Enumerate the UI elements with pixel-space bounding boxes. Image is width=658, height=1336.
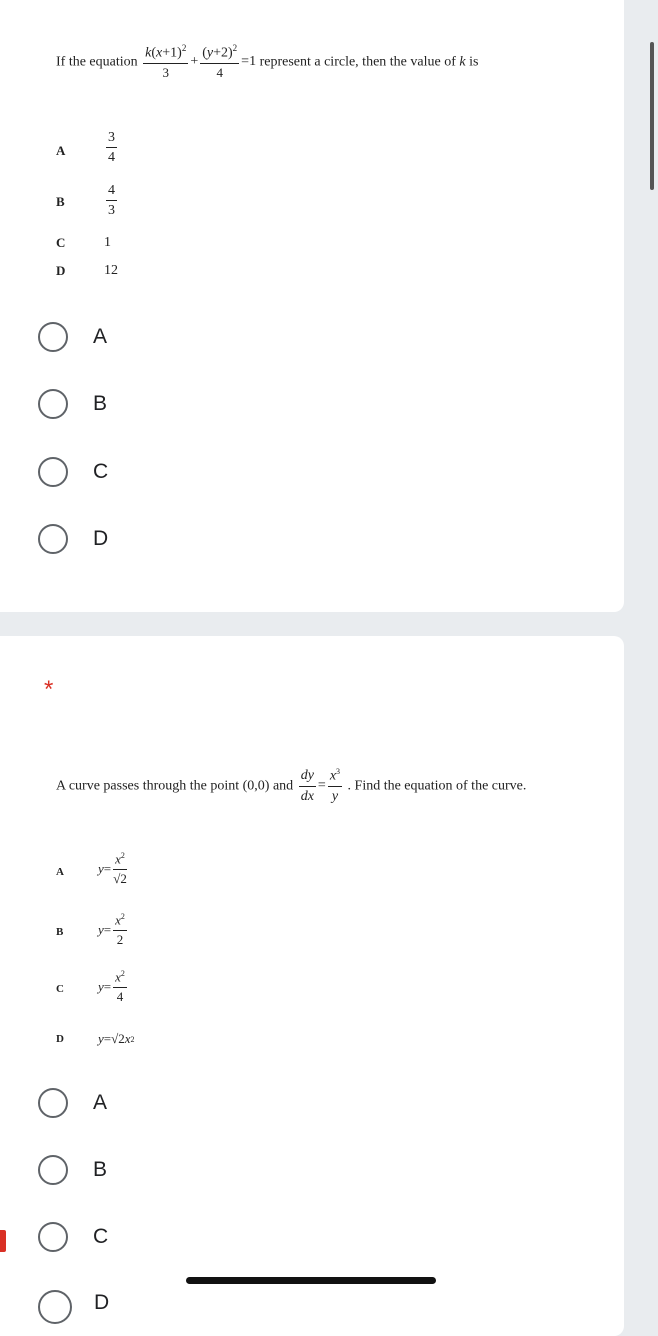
q2-radio-option-b[interactable] (38, 1150, 107, 1190)
equation-2: $\frac{dy}{dx}$ = $\frac{x^3}{y}$ (300, 767, 341, 805)
radio-circle[interactable] (38, 1222, 68, 1252)
equation-1: $\frac{k(x+1)^2}{3}$ + $\frac{(y+2)^2}{4}$ =1 (145, 43, 257, 81)
question-2-suffix: . Find the equation of the curve. (347, 778, 527, 794)
q2-option-text-value-a: y = $\frac{x^2}{√2}$ (98, 851, 127, 886)
question-2-and: and (272, 778, 294, 794)
radio-label: D (93, 527, 109, 550)
q2-radio-option-c[interactable] (38, 1217, 108, 1257)
question-1-suffix: represent a circle, then the value of (259, 54, 456, 70)
question-2-point: (0,0) (242, 778, 270, 794)
q1-option-text-value-c: 1 (104, 235, 111, 250)
q2-option-text-value-c: y = $\frac{x^2}{4}$ (98, 969, 125, 1004)
q1-radio-option-c[interactable] (38, 452, 108, 492)
q1-option-text-label-d: D (56, 263, 66, 278)
q2-option-text-label-b: B (56, 926, 64, 938)
q1-option-text-label-a: A (56, 143, 66, 158)
radio-label: A (93, 325, 108, 348)
radio-circle[interactable] (38, 1088, 68, 1118)
radio-label: B (93, 1158, 108, 1181)
q2-option-text-label-a: A (56, 866, 64, 878)
q2-option-text-value-d: y =√2 x 2 (98, 1031, 135, 1047)
q2-option-text-value-b: y = $\frac{x^2}{2}$ (98, 912, 125, 947)
radio-circle[interactable] (38, 1155, 68, 1185)
q1-radio-option-a[interactable] (38, 317, 107, 357)
q2-radio-option-d[interactable] (38, 1290, 72, 1324)
q2-option-text-label-c: C (56, 983, 64, 995)
radio-label: C (93, 1225, 109, 1248)
question-2-text (56, 768, 526, 804)
radio-label: D (94, 1291, 110, 1314)
question-1-var: k (459, 54, 466, 70)
error-indicator (0, 1230, 6, 1252)
question-1-suffix2: is (469, 54, 479, 70)
question-2-prefix: A curve passes through the point (56, 778, 240, 794)
radio-circle[interactable] (38, 389, 68, 419)
q1-option-text-label-c: C (56, 235, 66, 250)
q1-option-text-label-b: B (56, 194, 65, 209)
scrollbar[interactable] (650, 42, 654, 190)
q1-option-text-value-a: $\frac{3}{4}$ (108, 130, 115, 166)
radio-label: A (93, 1091, 108, 1114)
radio-circle[interactable] (38, 322, 68, 352)
radio-circle[interactable] (38, 457, 68, 487)
question-1-text (56, 44, 478, 80)
question-1-prefix: If the equation (56, 54, 138, 70)
radio-label: C (93, 460, 109, 483)
home-indicator[interactable] (186, 1277, 436, 1284)
radio-label: B (93, 392, 108, 415)
q1-radio-option-d[interactable] (38, 519, 108, 559)
q2-radio-option-a[interactable] (38, 1083, 107, 1123)
required-asterisk: * (44, 676, 54, 703)
q1-option-text-value-d: 12 (104, 263, 118, 278)
q1-option-text-value-b: $\frac{4}{3}$ (108, 183, 115, 219)
q1-radio-option-b[interactable] (38, 384, 107, 424)
radio-circle[interactable] (38, 524, 68, 554)
q2-option-text-label-d: D (56, 1033, 64, 1045)
